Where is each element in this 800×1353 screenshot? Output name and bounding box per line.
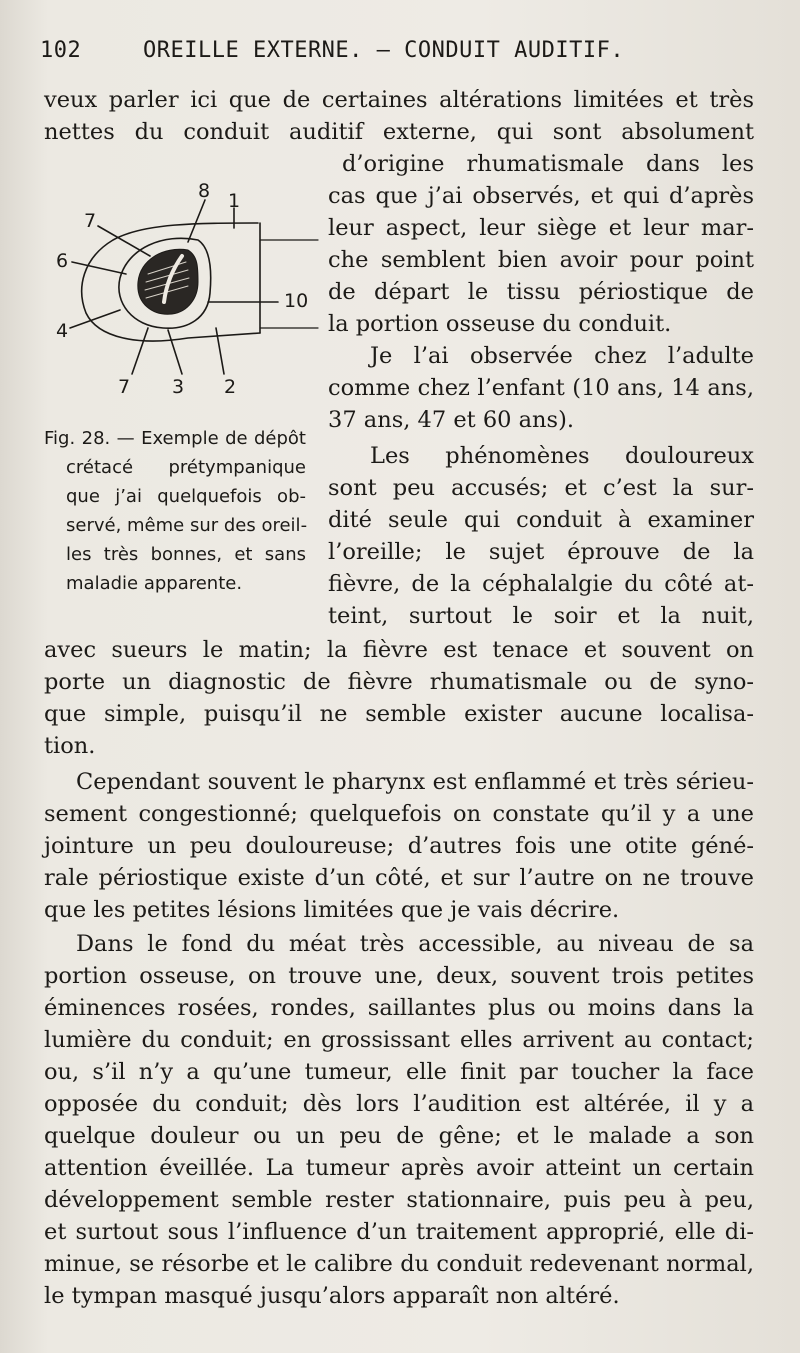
body-line: sement congestionné; quelquefois on constate qu’il y a une [44,801,754,827]
body-line: développement semble rester stationnaire, puis peu à peu, [44,1187,754,1213]
body-line: fièvre, de la céphalalgie du côté at- [328,571,754,597]
body-line: portion osseuse, on trouve une, deux, souvent trois petites [44,963,754,989]
figure-label: 7 [84,210,97,232]
running-title: OREILLE EXTERNE. — CONDUIT AUDITIF. [143,38,625,63]
figure-caption-line: maladie apparente. [66,573,243,594]
figure-label: 1 [228,190,241,212]
figure-label: 8 [198,180,211,202]
figure-label: 10 [284,290,309,312]
body-line: la portion osseuse du conduit. [328,311,672,337]
body-line: rale périostique existe d’un côté, et sur l’autre on ne trouve [44,865,754,891]
figure-caption-line: les très bonnes, et sans [66,544,306,565]
body-line: Dans le fond du méat très accessible, au niveau de sa [76,931,754,957]
body-line: che semblent bien avoir pour point [328,247,754,273]
body-line: attention éveillée. La tumeur après avoir atteint un certain [44,1155,754,1181]
body-line: 37 ans, 47 et 60 ans). [328,407,574,433]
body-line: opposée du conduit; dès lors l’audition est altérée, il y a [44,1091,754,1117]
body-line: nettes du conduit auditif externe, qui sont absolument [44,119,754,145]
figure-label: 7 [118,376,131,398]
body-line: dité seule qui conduit à examiner [328,507,754,533]
body-line: leur aspect, leur siège et leur mar- [328,215,754,241]
figure-caption-line: crétacé prétympanique [66,457,306,478]
figure-caption-line: que j’ai quelquefois ob- [66,486,306,507]
figure-label: 4 [56,320,69,342]
body-line: que simple, puisqu’il ne semble exister aucune localisa- [44,701,754,727]
body-line: lumière du conduit; en grossissant elles arrivent au contact; [44,1027,754,1053]
body-line: de départ le tissu périostique de [328,279,754,305]
body-line: sont peu accusés; et c’est la sur- [328,475,754,501]
body-line: le tympan masqué jusqu’alors apparaît non altéré. [44,1283,620,1309]
body-line: Cependant souvent le pharynx est enflammé et très sérieu- [76,769,754,795]
page-number: 102 [40,38,82,63]
figure-ear-canal-diagram [48,178,328,413]
page-header [40,38,760,72]
body-line: cas que j’ai observés, et qui d’après [328,183,754,209]
figure-label: 3 [172,376,185,398]
body-line: l’oreille; le sujet éprouve de la [328,539,754,565]
body-line: Les phénomènes douloureux [370,443,754,469]
body-line: éminences rosées, rondes, saillantes plus ou moins dans la [44,995,754,1021]
body-line: d’origine rhumatismale dans les [342,151,754,177]
figure-caption-line: Fig. 28. — Exemple de dépôt [44,428,306,449]
body-line: veux parler ici que de certaines altérations limitées et très [44,87,754,113]
figure-caption-line: servé, même sur des oreil- [66,515,308,536]
body-line: jointure un peu douloureuse; d’autres fois une otite géné- [44,833,754,859]
body-line: teint, surtout le soir et la nuit, [328,603,754,629]
body-line: comme chez l’enfant (10 ans, 14 ans, [328,375,754,401]
body-line: minue, se résorbe et le calibre du conduit redevenant normal, [44,1251,754,1277]
body-line: et surtout sous l’influence d’un traitement approprié, elle di- [44,1219,754,1245]
body-line: avec sueurs le matin; la fièvre est tenace et souvent on [44,637,754,663]
figure-label: 2 [224,376,237,398]
body-line: quelque douleur ou un peu de gêne; et le malade a son [44,1123,754,1149]
body-line: tion. [44,733,96,759]
figure-label: 6 [56,250,69,272]
body-line: Je l’ai observée chez l’adulte [370,343,754,369]
body-line: que les petites lésions limitées que je vais décrire. [44,897,620,923]
body-line: ou, s’il n’y a qu’une tumeur, elle finit par toucher la face [44,1059,754,1085]
body-line: porte un diagnostic de fièvre rhumatismale ou de syno- [44,669,754,695]
